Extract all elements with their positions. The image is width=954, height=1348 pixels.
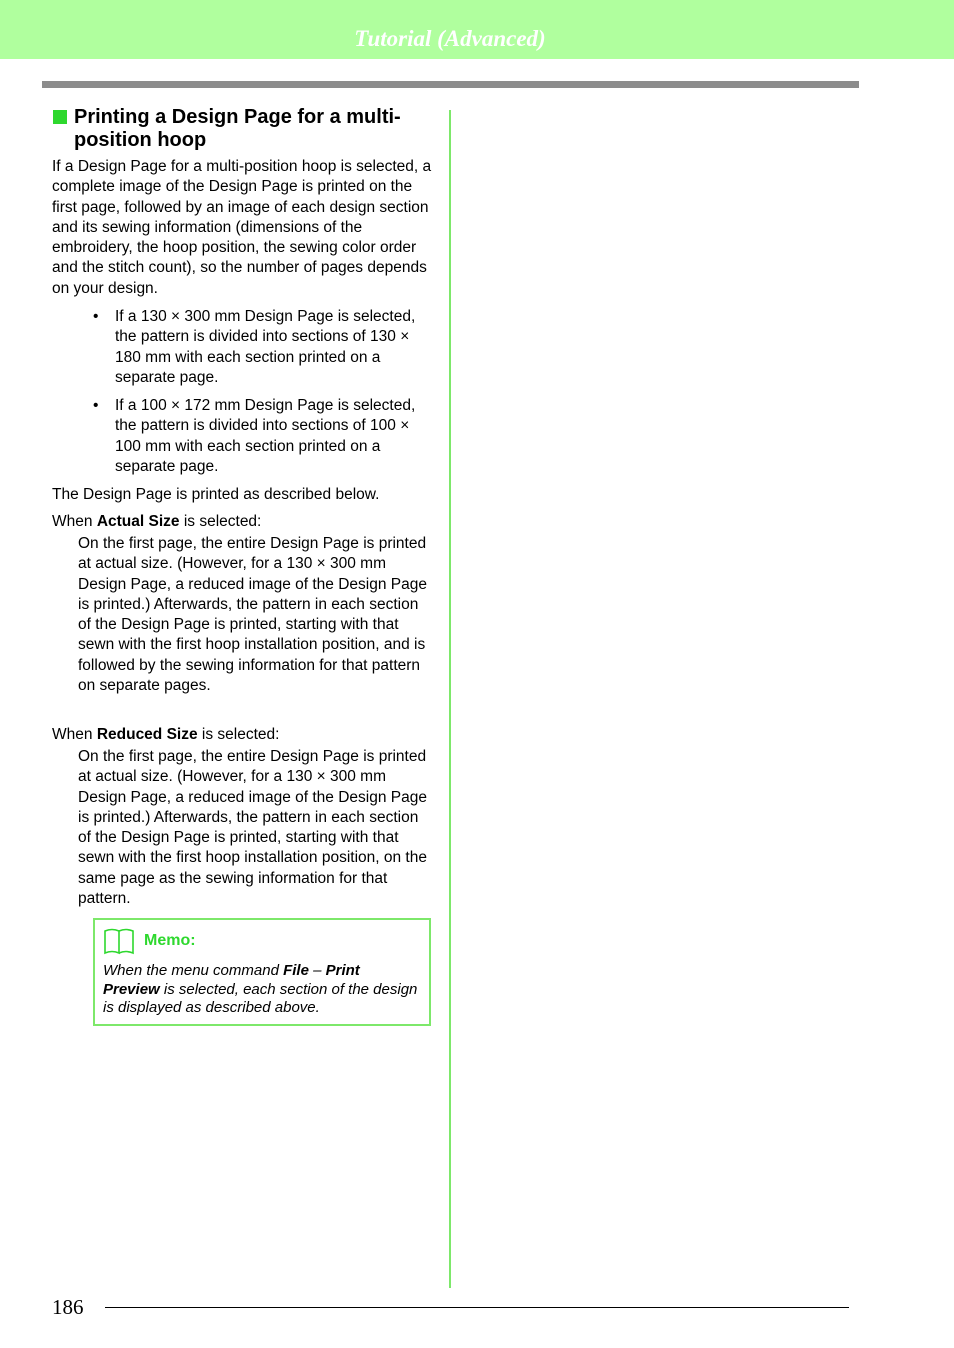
page-number: 186 (52, 1295, 84, 1319)
memo-text-part: When the menu command (103, 962, 284, 979)
memo-text-part: is selected, each section of the design is displayed as described above. (103, 980, 418, 1016)
intro-paragraph: If a Design Page for a multi-position hoop is selected, a complete image of the Design Page is printed on the first page, followed by an image of each design section and its sewing information (dimensions of the embroidery, the hoop position, the sewing color order and the stitch count), so the number of pages depends on your design. (52, 158, 432, 297)
actual-size-option: Actual Size (96, 513, 180, 530)
column-divider (449, 110, 451, 1288)
memo-text (103, 962, 418, 1018)
bullet-text: If a 130 × 300 mm Design Page is selected, the pattern is divided into sections of 130 × 180 mm with each section printed on a separate page. (115, 308, 416, 386)
bullet-dot: • (93, 308, 99, 325)
memo-box (93, 918, 431, 1026)
actual-size-heading (52, 512, 432, 532)
when-label: When (52, 726, 97, 743)
top-rule (42, 81, 859, 88)
actual-size-description: On the first page, the entire Design Page is printed at actual size. (However, for a 130 × 300 mm Design Page, a reduced image of the Design Page is printed.) Afterwards, the pattern in each section of the Design Page is printed, starting with that sewn with the first hoop installation position, and is followed by the sewing information for that pattern on separate pages. (78, 535, 427, 695)
is-selected-label: is selected: (197, 726, 280, 743)
bullet-dot: • (93, 397, 99, 414)
reduced-size-heading (52, 725, 432, 745)
menu-print-preview: Print Preview (103, 962, 360, 998)
is-selected-label: is selected: (179, 513, 262, 530)
reduced-size-option: Reduced Size (96, 726, 198, 743)
bottom-rule (105, 1307, 849, 1308)
section-heading-text: Printing a Design Page for a multi-position hoop (74, 106, 401, 151)
square-bullet-icon (53, 110, 67, 124)
memo-label: Memo: (144, 932, 196, 949)
when-label: When (52, 513, 97, 530)
menu-separator: – (308, 962, 326, 979)
header-title: Tutorial (Advanced) (354, 26, 546, 51)
bullet-text: If a 100 × 172 mm Design Page is selected, the pattern is divided into sections of 100 × 100 mm with each section printed on a separate page. (115, 397, 416, 475)
described-below-paragraph: The Design Page is printed as described below. (52, 486, 380, 503)
book-icon (103, 927, 135, 960)
reduced-size-description: On the first page, the entire Design Page is printed at actual size. (However, for a 130 × 300 mm Design Page, a reduced image of the Design Page is printed.) Afterwards, the pattern in each section of the Design Page is printed, starting with that sewn with the first hoop installation position, on the same page as the sewing information for that pattern. (78, 748, 427, 908)
menu-file: File (283, 962, 309, 979)
